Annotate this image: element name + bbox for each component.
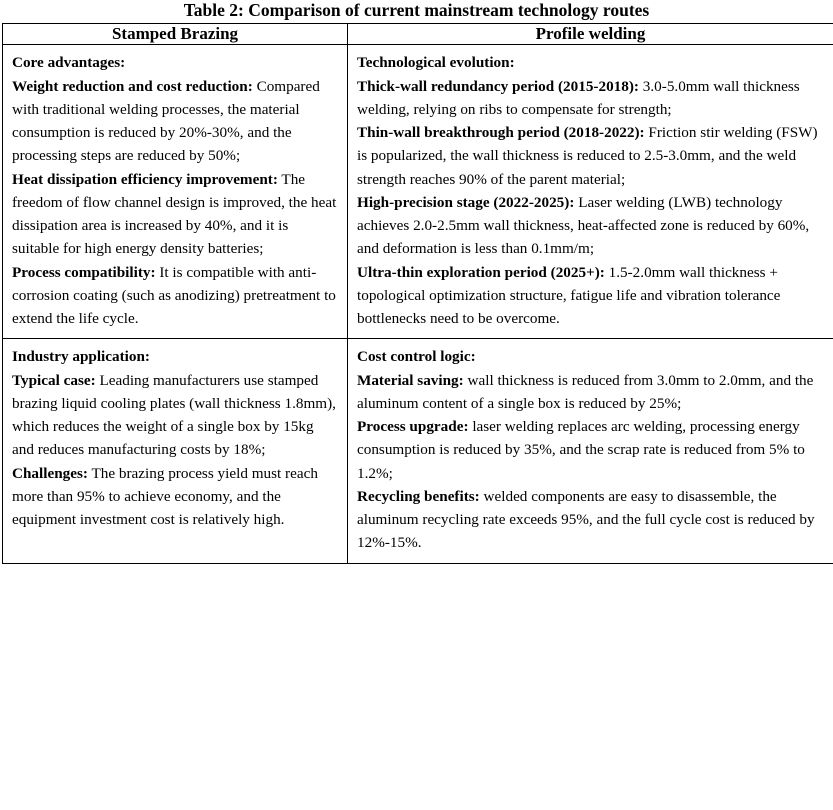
paragraph-lead: Heat dissipation efficiency improvement: <box>12 170 278 188</box>
cell-content <box>3 339 347 539</box>
paragraph-text: Friction stir welding (FSW) is popularized, the wall thickness is reduced to 2.5-3.0mm, and the weld strength reaches 90% of the parent material; <box>357 124 818 188</box>
paragraph-text: Leading manufacturers use stamped brazing liquid cooling plates (wall thickness 1.8mm), which reduces the weight of a single box by 15kg and reduces manufacturing costs by 18%; <box>12 371 336 459</box>
cell-paragraph <box>357 121 824 191</box>
cell-paragraph <box>357 369 824 416</box>
paragraph-text: The brazing process yield must reach more than 95% to achieve economy, and the equipment investment cost is relatively high. <box>12 464 318 528</box>
table-caption: Table 2: Comparison of current mainstream technology routes <box>183 0 650 20</box>
table-row <box>3 45 833 339</box>
paragraph-text: Laser welding (LWB) technology achieves 2.0-2.5mm wall thickness, heat-affected zone is reduced by 60%, and deformation is less than 0.1mm/m; <box>357 193 810 258</box>
cell-heading: Core advantages: <box>12 54 126 72</box>
cell-paragraph <box>12 369 338 462</box>
cell-content <box>348 45 833 338</box>
cell-paragraph <box>357 191 824 261</box>
cell-paragraph <box>357 415 824 485</box>
cell-heading: Cost control logic: <box>357 348 476 366</box>
cell-paragraph <box>357 485 824 555</box>
paragraph-lead: Thin-wall breakthrough period (2018-2022): <box>357 124 645 141</box>
table-header-row <box>3 24 833 45</box>
paragraph-text: 1.5-2.0mm wall thickness + topological optimization structure, fatigue life and vibration tolerance bottlenecks need to be overcome. <box>357 263 781 327</box>
paragraph-lead: Thick-wall redundancy period (2015-2018): <box>357 77 639 95</box>
cell-content <box>3 45 347 338</box>
comparison-table <box>2 23 833 563</box>
paragraph-lead: Weight reduction and cost reduction: <box>12 77 253 95</box>
column-header-profile-welding: Profile welding <box>348 24 833 45</box>
cell-paragraph <box>357 75 824 122</box>
paragraph-lead: Ultra-thin exploration period (2025+): <box>357 263 605 281</box>
paragraph-lead: High-precision stage (2022-2025): <box>357 193 575 211</box>
cell-paragraph <box>357 261 824 331</box>
paragraph-text: 3.0-5.0mm wall thickness welding, relying on ribs to compensate for strength; <box>357 77 800 118</box>
cell-paragraph <box>12 75 338 168</box>
cell-row1-stamped-brazing <box>3 45 348 339</box>
paragraph-lead: Recycling benefits: <box>357 487 480 505</box>
cell-content <box>348 339 833 562</box>
paragraph-lead: Process compatibility: <box>12 263 156 281</box>
table-header <box>3 24 833 45</box>
paragraph-lead: Material saving: <box>357 371 464 389</box>
table-row <box>3 339 833 563</box>
paragraph-text: wall thickness is reduced from 3.0mm to 2.0mm, and the aluminum content of a single box is reduced by 25%; <box>357 371 814 412</box>
paragraph-text: Compared with traditional welding processes, the material consumption is reduced by 20%-30%, and the processing steps are reduced by 50%; <box>12 77 320 165</box>
paragraph-lead: Process upgrade: <box>357 418 469 435</box>
column-header-stamped-brazing: Stamped Brazing <box>3 24 348 45</box>
paragraph-text: It is compatible with anti-corrosion coating (such as anodizing) pretreatment to extend the life cycle. <box>12 263 336 327</box>
cell-heading: Technological evolution: <box>357 54 515 72</box>
paragraph-text: welded components are easy to disassemble, the aluminum recycling rate exceeds 95%, and the full cycle cost is reduced by 12%-15%. <box>357 487 815 552</box>
table-body <box>3 45 833 563</box>
paragraph-lead: Typical case: <box>12 371 96 389</box>
paragraph-text: The freedom of flow channel design is improved, the heat dissipation area is increased by 40%, and it is suitable for high energy density batteries; <box>12 170 337 258</box>
cell-row1-profile-welding <box>348 45 833 339</box>
cell-paragraph <box>12 462 338 532</box>
cell-heading: Industry application: <box>12 348 150 366</box>
cell-row2-profile-welding <box>348 339 833 563</box>
paragraph-text: laser welding replaces arc welding, processing energy consumption is reduced by 35%, and the scrap rate is reduced from 5% to 1.2%; <box>357 418 805 482</box>
cell-row2-stamped-brazing <box>3 339 348 563</box>
cell-paragraph <box>12 261 338 331</box>
paragraph-lead: Challenges: <box>12 464 88 482</box>
cell-paragraph <box>12 168 338 261</box>
